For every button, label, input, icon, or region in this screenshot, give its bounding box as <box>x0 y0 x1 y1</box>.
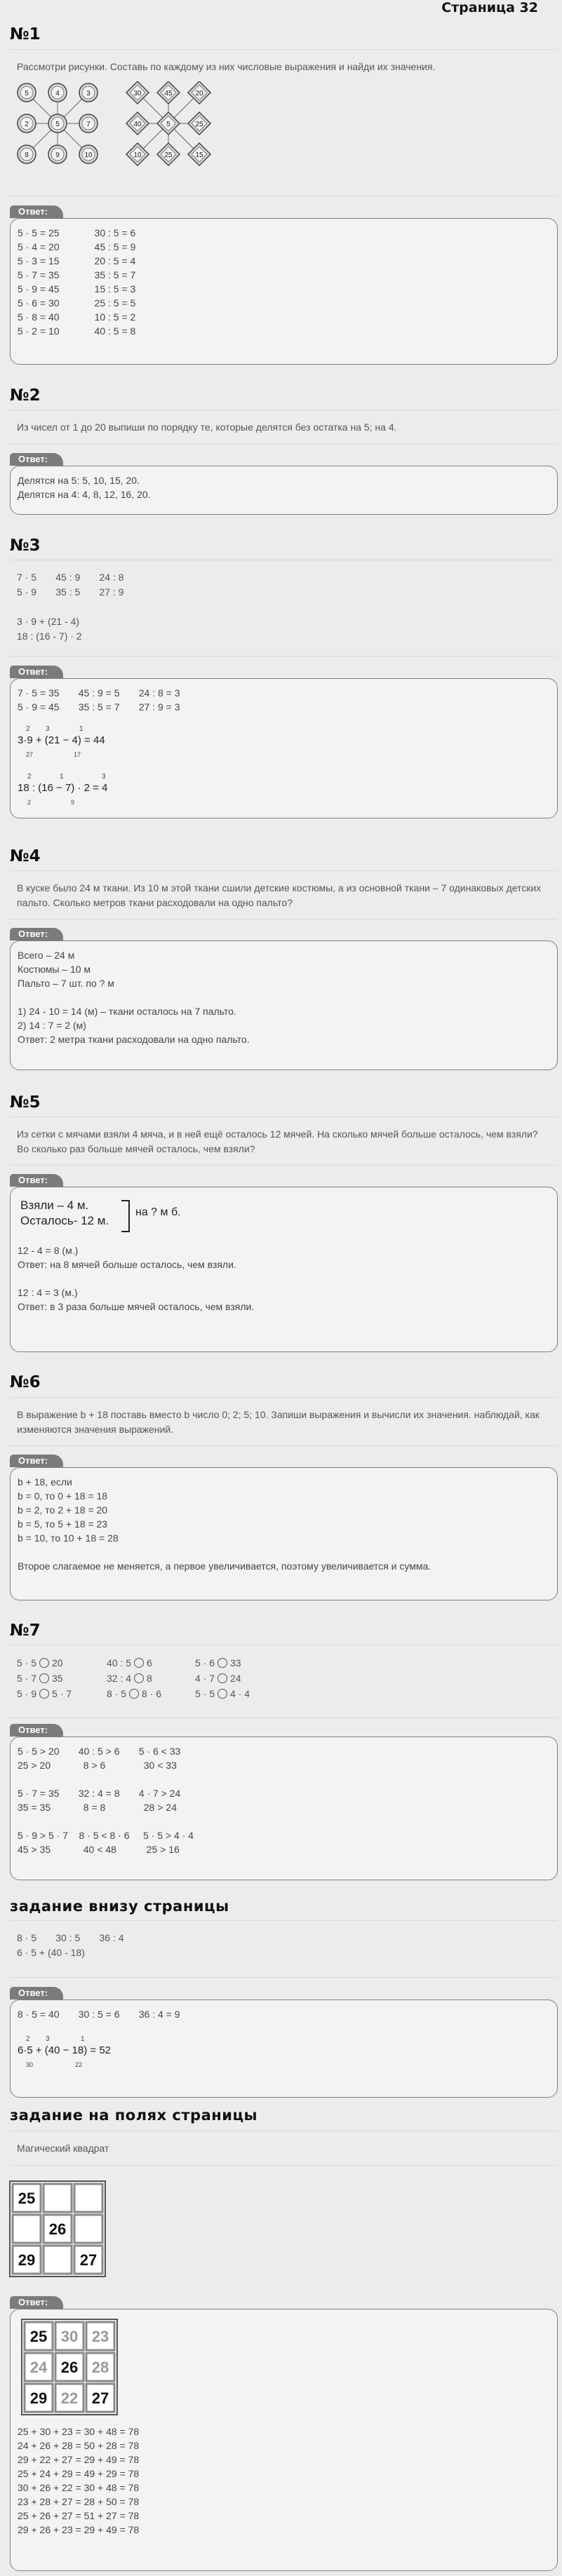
scheme-taken: Взяли – 4 м. <box>20 1199 89 1212</box>
compare-pair <box>107 1687 195 1701</box>
text-line: 5 · 7 = 35 32 : 4 = 8 4 · 7 > 24 <box>18 1788 181 1799</box>
task3-expr1-block <box>18 720 550 760</box>
text-line: b + 18, если <box>18 1476 72 1488</box>
page-label: Страница 32 <box>441 0 538 15</box>
task4-statement <box>10 870 557 919</box>
margin-task-answer <box>10 2309 558 2571</box>
compare-left: 8 · 5 <box>107 1687 127 1699</box>
text-line: 35 = 35 8 = 8 28 > 24 <box>18 1802 177 1813</box>
text-line: 29 + 22 + 27 = 29 + 49 = 78 <box>18 2454 140 2465</box>
order-mark: 2 <box>27 773 32 781</box>
text-line <box>18 1772 550 1786</box>
task1-statement <box>10 49 557 196</box>
bottom-task-title: задание внизу страницы <box>10 1898 229 1915</box>
text-line: Второе слагаемое не меняется, а первое увеличивается, поэтому увеличивается и сумма. <box>18 1560 431 1572</box>
compare-right: 8 · 6 <box>142 1687 162 1699</box>
figure-node-label: 8 <box>25 151 29 159</box>
task7-title: №7 <box>10 1621 41 1640</box>
text-line: Пальто – 7 шт. по ? м <box>18 978 114 989</box>
task5-statement <box>10 1117 557 1166</box>
text-line: b = 2, то 2 + 18 = 20 <box>18 1504 108 1516</box>
magic-square-value: 23 <box>91 2328 109 2345</box>
compare-left: 5 · 6 <box>195 1657 215 1668</box>
text-line: 5 · 9 = 45 35 : 5 = 7 27 : 9 = 3 <box>18 701 180 713</box>
text-line: 29 + 26 + 23 = 29 + 49 = 78 <box>18 2524 140 2535</box>
text-line: 5 · 7 = 35 <box>18 269 60 281</box>
compare-pair <box>107 1656 195 1671</box>
text-line: 45 : 5 = 9 <box>94 241 136 252</box>
bottom-expr: 6·5 + (40 − 18) = 52 <box>18 2044 112 2056</box>
figure-node <box>79 145 98 163</box>
magic-square-cell <box>86 2384 114 2412</box>
magic-square-cell <box>13 2215 41 2243</box>
task5-answer-lines <box>18 1243 550 1314</box>
text-line: 5 · 8 = 40 <box>18 311 60 323</box>
figure-node-label: 45 <box>164 90 173 97</box>
magic-square-cell <box>55 2384 83 2412</box>
task1-figures <box>17 81 241 187</box>
text-line: 5 · 5 > 20 40 : 5 > 6 5 · 6 < 33 <box>18 1746 181 1757</box>
text-line: 25 + 30 + 23 = 30 + 48 = 78 <box>18 2426 140 2437</box>
compare-left: 5 · 7 <box>17 1672 37 1684</box>
task6-answer-lines <box>18 1475 550 1573</box>
text-line: Костюмы – 10 м <box>18 964 91 975</box>
text-line: 7 · 5 45 : 9 24 : 8 <box>17 572 124 583</box>
figure-node-label: 4 <box>55 90 60 97</box>
bottom-task-statement <box>10 1920 557 1978</box>
task1-text: Рассмотри рисунки. Составь по каждому из них числовые выражения и найди их значения. <box>17 61 436 72</box>
text-line: 5 · 9 35 : 5 27 : 9 <box>17 586 124 598</box>
task3-expr2: 18 : (16 − 7) · 2 = 4 <box>18 782 108 794</box>
task7-rows <box>17 1655 550 1701</box>
task4-text: В куске было 24 м ткани. Из 10 м этой ткани сшили детские костюмы, а из основной ткани – 7 одинаковых детских пальто. Сколько метров ткани расходовали на одно пальто? <box>17 882 542 908</box>
compare-row <box>17 1671 550 1686</box>
text-line: b = 5, то 5 + 18 = 23 <box>18 1518 108 1530</box>
task6-statement <box>10 1397 557 1446</box>
figure-node-label: 9 <box>55 151 60 159</box>
task1-answer-right <box>95 226 136 338</box>
compare-left: 4 · 7 <box>195 1672 215 1684</box>
order-mark: 27 <box>26 751 34 758</box>
compare-left: 5 · 9 <box>17 1687 37 1699</box>
text-line: 15 : 5 = 3 <box>94 283 136 295</box>
compare-right: 24 <box>230 1672 241 1684</box>
figure-node-label: 20 <box>195 90 203 97</box>
text-line: 45 > 35 40 < 48 25 > 16 <box>18 1844 180 1855</box>
compare-right: 8 <box>147 1672 152 1684</box>
text-line: 8 · 5 30 : 5 36 : 4 <box>17 1932 124 1943</box>
magic-square-cell <box>86 2353 114 2381</box>
magic-square-cell <box>86 2322 114 2350</box>
compare-pair <box>17 1687 107 1701</box>
compare-pair <box>195 1687 283 1701</box>
text-line: Делятся на 5: 5, 10, 15, 20. <box>18 475 140 486</box>
text-line: 20 : 5 = 4 <box>94 255 136 267</box>
compare-left: 32 : 4 <box>107 1672 132 1684</box>
compare-pair <box>107 1671 195 1686</box>
figure-node-label: 5 <box>55 121 60 128</box>
magic-square-cell <box>55 2322 83 2350</box>
answer-tag: Ответ: <box>10 1455 63 1467</box>
task2-statement <box>10 410 557 445</box>
text-line: Ответ: 2 метра ткани расходовали на одно пальто. <box>18 1034 250 1045</box>
compare-left: 5 · 5 <box>195 1687 215 1699</box>
task1-title: №1 <box>10 25 41 43</box>
figure-node-label: 5 <box>166 121 170 128</box>
compare-right: 4 · 4 <box>230 1687 250 1699</box>
task5-scheme <box>18 1197 550 1236</box>
scheme-left: Осталось- 12 м. <box>20 1214 109 1227</box>
task3-lines <box>17 570 550 644</box>
task3-answer-lines <box>18 686 550 714</box>
figure-node <box>18 114 36 133</box>
magic-square-cell <box>44 2246 72 2274</box>
figure-node-label: 30 <box>133 90 142 97</box>
compare-circle-icon <box>134 1658 144 1668</box>
bottom-expr-block <box>18 2030 550 2070</box>
text-line: Ответ: на 8 мячей больше осталось, чем взяли. <box>18 1259 236 1270</box>
task3-expr1: 3·9 + (21 − 4) = 44 <box>18 734 105 746</box>
magic-square-value: 26 <box>60 2359 79 2376</box>
order-mark: 2 <box>26 725 30 733</box>
figure-node-label: 10 <box>84 151 93 159</box>
task7-statement <box>10 1645 557 1718</box>
text-line: Всего – 24 м <box>18 950 75 961</box>
scheme-brace <box>121 1200 130 1232</box>
compare-pair <box>17 1656 107 1671</box>
text-line: 1) 24 - 10 = 14 (м) – ткани осталось на 7 пальто. <box>18 1006 236 1017</box>
compare-circle-icon <box>39 1658 49 1668</box>
text-line <box>17 600 550 614</box>
figure-node-label: 7 <box>86 121 91 128</box>
text-line: 24 + 26 + 28 = 50 + 28 = 78 <box>18 2440 140 2451</box>
figure-node <box>188 112 210 135</box>
task7-answer-lines <box>18 1744 550 1856</box>
magic-square-cell <box>74 2215 102 2243</box>
order-mark: 2 <box>26 2035 30 2043</box>
scheme-question: на ? м б. <box>135 1206 181 1218</box>
compare-right: 35 <box>52 1672 63 1684</box>
order-mark: 9 <box>71 799 75 806</box>
order-mark: 3 <box>46 725 50 733</box>
order-mark: 1 <box>81 2035 85 2043</box>
order-mark: 30 <box>26 2061 34 2068</box>
text-line: 30 + 26 + 22 = 30 + 48 = 78 <box>18 2482 140 2493</box>
order-mark: 2 <box>27 799 32 806</box>
task5-title: №5 <box>10 1093 41 1112</box>
margin-task-title: задание на полях страницы <box>10 2107 258 2124</box>
order-mark: 3 <box>46 2035 50 2043</box>
text-line: 10 : 5 = 2 <box>94 311 136 323</box>
figure-node <box>48 145 67 163</box>
figure-node-label: 2 <box>25 121 29 128</box>
figure-node <box>126 112 149 135</box>
text-line: 5 · 3 = 15 <box>18 255 60 267</box>
compare-right: 33 <box>230 1657 241 1668</box>
text-line: 35 : 5 = 7 <box>94 269 136 281</box>
text-line <box>18 1272 550 1286</box>
magic-square-given <box>8 2180 121 2285</box>
order-mark: 1 <box>79 725 83 733</box>
text-line: 5 · 4 = 20 <box>18 241 60 252</box>
magic-square-cell <box>44 2215 72 2243</box>
figure-node <box>157 81 180 104</box>
magic-square-value: 30 <box>60 2328 79 2345</box>
magic-square-cell <box>44 2184 72 2212</box>
text-line: 25 + 24 + 29 = 49 + 29 = 78 <box>18 2468 140 2479</box>
answer-tag: Ответ: <box>10 453 63 466</box>
answer-tag: Ответ: <box>10 666 63 678</box>
magic-square-cell <box>55 2353 83 2381</box>
text-line: 12 : 4 = 3 (м.) <box>18 1287 78 1298</box>
magic-square-cell <box>74 2246 102 2274</box>
compare-pair <box>17 1671 107 1686</box>
compare-right: 20 <box>52 1657 63 1668</box>
text-line: 3 · 9 + (21 - 4) <box>17 616 80 627</box>
text-line <box>18 990 550 1004</box>
text-line: Делятся на 4: 4, 8, 12, 16, 20. <box>18 489 151 500</box>
order-mark: 1 <box>60 773 64 781</box>
text-line: 6 · 5 + (40 - 18) <box>17 1947 85 1958</box>
text-line: 5 · 5 = 25 <box>18 227 60 238</box>
magic-square-cell <box>25 2353 53 2381</box>
compare-circle-icon <box>218 1689 227 1699</box>
figure-node <box>18 145 36 163</box>
bottom-task-answer-lines <box>18 2007 550 2021</box>
margin-task-answer-lines <box>18 2425 550 2537</box>
figure-node-label: 15 <box>195 151 203 159</box>
text-line: b = 0, то 0 + 18 = 18 <box>18 1490 108 1502</box>
figure-node <box>79 83 98 102</box>
bottom-task-answer <box>10 2000 558 2098</box>
text-line: 8 · 5 = 40 30 : 5 = 6 36 : 4 = 9 <box>18 2009 180 2020</box>
figure-node <box>18 83 36 102</box>
figure-node-label: 3 <box>86 90 91 97</box>
text-line: 25 : 5 = 5 <box>94 297 136 309</box>
figure-node-label: 10 <box>133 151 142 159</box>
answer-tag: Ответ: <box>10 1724 63 1737</box>
magic-square-cell <box>13 2184 41 2212</box>
task3-expr2-block <box>18 767 550 808</box>
magic-square-cell <box>74 2184 102 2212</box>
compare-right: 5 · 7 <box>52 1687 72 1699</box>
magic-square-value: 29 <box>18 2251 36 2269</box>
figure-node-label: 40 <box>133 121 142 128</box>
compare-circle-icon <box>129 1689 139 1699</box>
figure-node <box>48 114 67 133</box>
text-line: 5 · 2 = 10 <box>18 325 60 337</box>
text-line: 18 : (16 - 7) · 2 <box>17 630 82 642</box>
text-line: b = 10, то 10 + 18 = 28 <box>18 1532 119 1544</box>
magic-square-value: 24 <box>29 2359 48 2376</box>
task6-text: В выражение b + 18 поставь вместо b число 0; 2; 5; 10. Запиши выражения и вычисли их значения. наблюдай, как изменяются значения выражений. <box>17 1409 540 1435</box>
magic-square-value: 25 <box>18 2190 36 2207</box>
magic-square-value: 28 <box>91 2359 109 2376</box>
task7-answer <box>10 1737 558 1880</box>
text-line: 5 · 6 = 30 <box>18 297 60 309</box>
figure-node-label: 5 <box>25 90 29 97</box>
text-line: 2) 14 : 7 = 2 (м) <box>18 1020 86 1031</box>
magic-square-filled <box>20 2318 133 2423</box>
margin-task-statement <box>10 2131 557 2166</box>
task6-answer <box>10 1467 558 1600</box>
task1-answer-left <box>18 226 60 338</box>
task2-answer <box>10 466 558 515</box>
figure-node-label: 25 <box>164 151 173 159</box>
text-line <box>18 1545 550 1559</box>
compare-row <box>17 1655 550 1671</box>
answer-tag: Ответ: <box>10 928 63 940</box>
magic-square-value: 29 <box>29 2389 48 2407</box>
text-line: 5 · 9 > 5 · 7 8 · 5 < 8 · 6 5 · 5 > 4 · 4 <box>18 1830 194 1841</box>
magic-square-value: 25 <box>29 2328 48 2345</box>
task5-answer <box>10 1187 558 1352</box>
compare-circle-icon <box>218 1673 227 1683</box>
task2-text: Из чисел от 1 до 20 выпиши по порядку те, которые делятся без остатка на 5; на 4. <box>17 422 397 433</box>
text-line: 40 : 5 = 8 <box>94 325 136 337</box>
compare-circle-icon <box>39 1689 49 1699</box>
answer-tag: Ответ: <box>10 205 63 218</box>
compare-pair <box>195 1671 283 1686</box>
text-line: 5 · 9 = 45 <box>18 283 60 295</box>
figure-node <box>48 83 67 102</box>
magic-square-cell <box>25 2322 53 2350</box>
task3-answer <box>10 678 558 818</box>
task3-title: №3 <box>10 537 41 555</box>
figure-node <box>79 114 98 133</box>
text-line: 30 : 5 = 6 <box>94 227 136 238</box>
compare-left: 5 · 5 <box>17 1657 37 1668</box>
text-line: 25 > 20 8 > 6 30 < 33 <box>18 1760 177 1771</box>
compare-circle-icon <box>39 1673 49 1683</box>
compare-right: 6 <box>147 1657 152 1668</box>
task5-text: Из сетки с мячами взяли 4 мяча, и в ней ещё осталось 12 мячей. На сколько мячей больше осталось, чем взяли? Во сколько раз больше мячей осталось, чем взяли? <box>17 1128 538 1154</box>
task3-statement <box>10 560 557 656</box>
magic-square-value: 27 <box>91 2389 109 2407</box>
text-line: Ответ: в 3 раза больше мячей осталось, чем взяли. <box>18 1301 255 1312</box>
compare-row <box>17 1686 550 1701</box>
magic-square-value: 22 <box>60 2389 79 2407</box>
magic-square-value: 27 <box>79 2251 98 2269</box>
task4-title: №4 <box>10 847 41 865</box>
text-line <box>18 1814 550 1828</box>
text-line: 12 - 4 = 8 (м.) <box>18 1245 79 1256</box>
figure-node-label: 25 <box>195 121 203 128</box>
order-mark: 22 <box>75 2061 83 2068</box>
task2-title: №2 <box>10 386 41 405</box>
bottom-task-lines <box>17 1931 550 1960</box>
order-mark: 3 <box>102 773 106 781</box>
magic-square-cell <box>13 2246 41 2274</box>
text-line: 23 + 28 + 27 = 28 + 50 = 78 <box>18 2496 140 2507</box>
compare-circle-icon <box>134 1673 144 1683</box>
answer-tag: Ответ: <box>10 2296 63 2309</box>
compare-left: 40 : 5 <box>107 1657 132 1668</box>
magic-square-value: 26 <box>48 2220 67 2238</box>
compare-circle-icon <box>218 1658 227 1668</box>
task4-answer <box>10 940 558 1070</box>
text-line: 25 + 26 + 27 = 51 + 27 = 78 <box>18 2510 140 2521</box>
magic-square-cell <box>25 2384 53 2412</box>
task2-answer-lines <box>18 473 550 501</box>
task4-answer-lines <box>18 948 550 1046</box>
answer-tag: Ответ: <box>10 1987 63 2000</box>
margin-task-text: Магический квадрат <box>17 2143 109 2154</box>
task6-title: №6 <box>10 1373 41 1391</box>
figure-node <box>157 143 180 166</box>
compare-pair <box>195 1656 283 1671</box>
task1-answer <box>10 218 558 365</box>
text-line: 7 · 5 = 35 45 : 9 = 5 24 : 8 = 3 <box>18 687 180 699</box>
answer-tag: Ответ: <box>10 1174 63 1187</box>
order-mark: 17 <box>74 751 81 758</box>
